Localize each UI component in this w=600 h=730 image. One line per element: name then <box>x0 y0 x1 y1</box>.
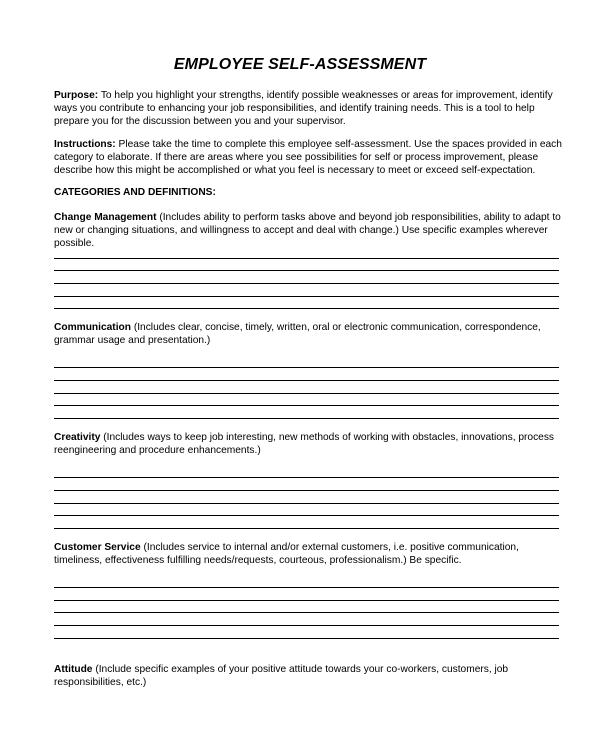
instructions-paragraph <box>54 138 566 177</box>
answer-line-customer-service-5[interactable] <box>54 638 559 639</box>
answer-line-creativity-4[interactable] <box>54 515 559 516</box>
purpose-paragraph <box>54 89 566 128</box>
category-definition: (Includes ability to perform tasks above and beyond job responsibilities, ability to adapt to new or changing situations, and willingness to accept and deal with change.) Use specific examples wherever possible. <box>54 212 561 249</box>
answer-line-customer-service-2[interactable] <box>54 600 559 601</box>
answer-line-communication-3[interactable] <box>54 393 559 394</box>
category-label: Creativity <box>54 432 101 443</box>
category-label: Attitude <box>54 664 93 675</box>
category-customer-service <box>54 541 566 567</box>
instructions-text: Please take the time to complete this employee self-assessment. Use the spaces provided in each category to elaborate. If there are areas where you see possibilities for self or process improvement, please describe how this might be accomplished or what you feel is necessary to meet or exceed self-expectation. <box>54 139 562 176</box>
answer-line-creativity-3[interactable] <box>54 503 559 504</box>
answer-line-customer-service-4[interactable] <box>54 625 559 626</box>
answer-line-customer-service-3[interactable] <box>54 612 559 613</box>
answer-line-change-management-5[interactable] <box>54 308 559 309</box>
category-change-management <box>54 211 566 250</box>
answer-line-change-management-4[interactable] <box>54 296 559 297</box>
answer-line-communication-1[interactable] <box>54 367 559 368</box>
category-label: Customer Service <box>54 542 141 553</box>
category-definition: (Include specific examples of your positive attitude towards your co-workers, customers, job responsibilities, etc.) <box>54 664 509 688</box>
answer-line-change-management-2[interactable] <box>54 270 559 271</box>
answer-line-creativity-2[interactable] <box>54 490 559 491</box>
document-title: EMPLOYEE SELF-ASSESSMENT <box>173 56 427 73</box>
category-definition: (Includes ways to keep job interesting, new methods of working with obstacles, innovations, process reengineering and procedure enhancements.) <box>54 432 555 456</box>
answer-line-creativity-1[interactable] <box>54 477 559 478</box>
category-communication <box>54 321 566 347</box>
category-definition: (Includes clear, concise, timely, written, oral or electronic communication, correspondence, grammar usage and presentation.) <box>54 322 541 346</box>
answer-line-change-management-3[interactable] <box>54 283 559 284</box>
purpose-text: To help you highlight your strengths, identify possible weaknesses or areas for improvement, identify ways you contribute to enhancing your job responsibilities, and identify training needs. This is a tool to help prepare you for the discussion between you and your supervisor. <box>54 90 553 127</box>
answer-line-communication-5[interactable] <box>54 418 559 419</box>
category-attitude <box>54 663 566 689</box>
answer-line-communication-4[interactable] <box>54 405 559 406</box>
answer-line-creativity-5[interactable] <box>54 528 559 529</box>
answer-line-communication-2[interactable] <box>54 380 559 381</box>
answer-line-change-management-1[interactable] <box>54 258 559 259</box>
purpose-label: Purpose: <box>54 90 99 101</box>
instructions-label: Instructions: <box>54 139 116 150</box>
category-label: Change Management <box>54 212 157 223</box>
category-definition: (Includes service to internal and/or external customers, i.e. positive communication, timeliness, effectiveness fulfilling needs/requests, courteous, professionalism.) Be specific. <box>54 542 519 566</box>
category-label: Communication <box>54 322 131 333</box>
category-creativity <box>54 431 566 457</box>
categories-heading: CATEGORIES AND DEFINITIONS: <box>54 187 216 198</box>
answer-line-customer-service-1[interactable] <box>54 587 559 588</box>
